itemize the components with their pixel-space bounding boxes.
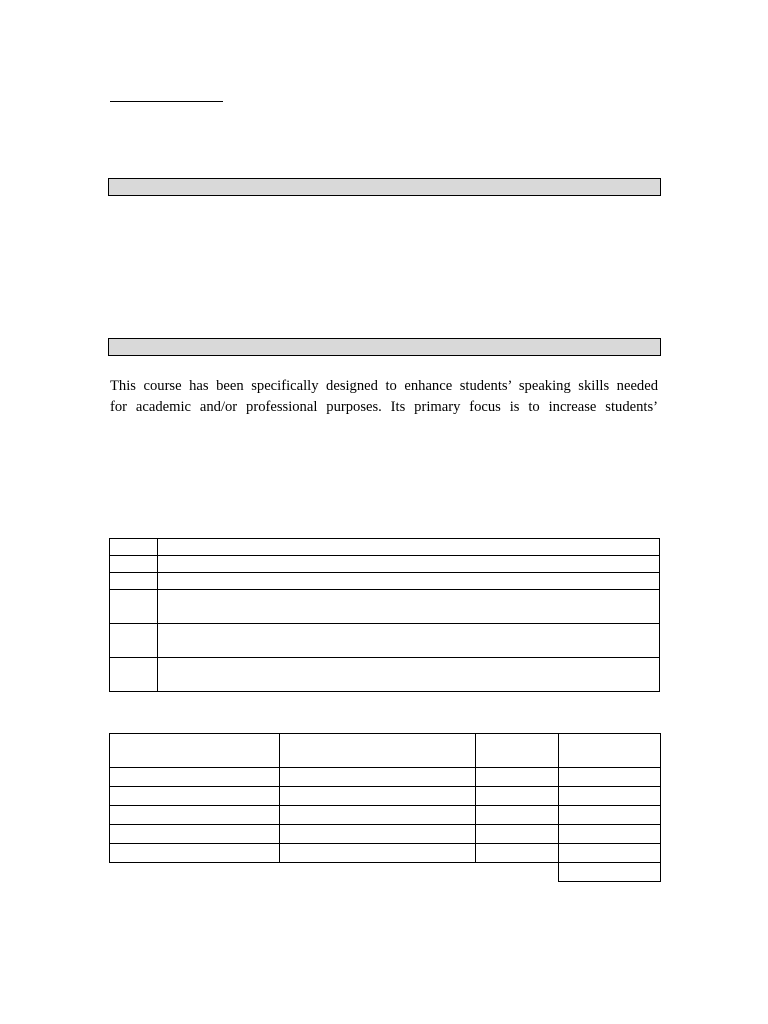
table-cell xyxy=(476,825,559,844)
table-cell xyxy=(110,806,280,825)
table-cell xyxy=(110,768,280,787)
table-cell xyxy=(476,844,559,863)
table-row xyxy=(110,573,660,590)
table-cell xyxy=(280,825,476,844)
table-cell-empty xyxy=(110,863,280,882)
objectives-table xyxy=(109,538,660,692)
table-cell xyxy=(158,624,660,658)
table-cell xyxy=(280,787,476,806)
table-cell xyxy=(476,768,559,787)
table-cell xyxy=(158,590,660,624)
course-description-line-1: This course has been specifically designed to enhance students’ speaking skills needed xyxy=(110,378,658,394)
table-row xyxy=(110,590,660,624)
table-cell xyxy=(110,590,158,624)
table-cell xyxy=(158,658,660,692)
table-row xyxy=(110,806,661,825)
table-cell xyxy=(280,734,476,768)
table-cell xyxy=(280,768,476,787)
table-cell xyxy=(158,556,660,573)
table-row xyxy=(110,844,661,863)
table-row xyxy=(110,787,661,806)
title-underline xyxy=(110,101,223,102)
table-cell xyxy=(110,539,158,556)
table-cell-empty xyxy=(280,863,476,882)
course-description-line-2: for academic and/or professional purposes. Its primary focus is to increase students’ xyxy=(110,399,658,415)
table-cell xyxy=(559,806,661,825)
table-cell xyxy=(280,844,476,863)
table-cell xyxy=(110,573,158,590)
table-row xyxy=(110,768,661,787)
table-cell-empty xyxy=(476,863,559,882)
table-row xyxy=(110,825,661,844)
table-cell xyxy=(559,768,661,787)
table-cell xyxy=(110,658,158,692)
section-header-bar-2 xyxy=(108,338,661,356)
table-cell xyxy=(158,539,660,556)
table-cell xyxy=(280,806,476,825)
table-cell xyxy=(559,844,661,863)
table-cell xyxy=(110,787,280,806)
table-row xyxy=(110,624,660,658)
section-header-bar-1 xyxy=(108,178,661,196)
table-cell xyxy=(559,825,661,844)
assessment-table xyxy=(109,733,661,882)
table-total-row xyxy=(110,863,661,882)
course-description xyxy=(110,376,658,418)
table-row xyxy=(110,539,660,556)
table-cell xyxy=(476,787,559,806)
table-total-cell xyxy=(559,863,661,882)
table-cell xyxy=(476,734,559,768)
table-cell xyxy=(110,825,280,844)
table-cell xyxy=(110,844,280,863)
table-header-row xyxy=(110,734,661,768)
table-cell xyxy=(110,624,158,658)
table-row xyxy=(110,658,660,692)
table-row xyxy=(110,556,660,573)
table-cell xyxy=(476,806,559,825)
table-cell xyxy=(559,787,661,806)
table-cell xyxy=(158,573,660,590)
table-cell xyxy=(110,734,280,768)
table-cell xyxy=(559,734,661,768)
table-cell xyxy=(110,556,158,573)
